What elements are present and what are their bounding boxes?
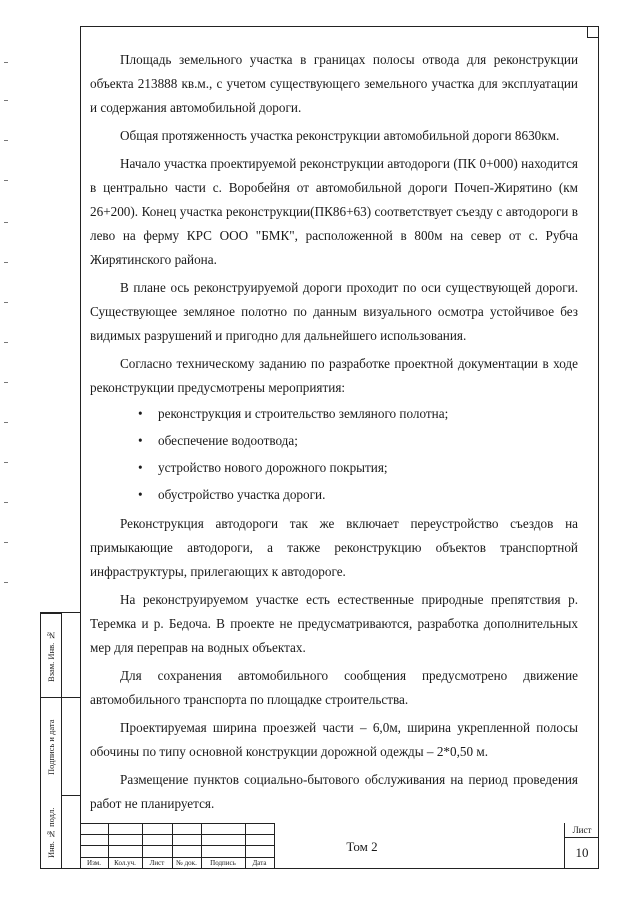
paragraph: Согласно техническому заданию по разработке проектной документации в ходе реконструкции предусмотрены мероприятия: (90, 356, 578, 395)
volume-label: Том 2 (346, 839, 378, 854)
sheet-number: 10 (575, 845, 589, 860)
edge-mark (4, 302, 8, 303)
sheet-label: Лист (565, 823, 599, 838)
edge-mark (4, 222, 8, 223)
edge-mark (4, 502, 8, 503)
edge-mark (4, 462, 8, 463)
edge-mark (4, 542, 8, 543)
edge-mark (4, 262, 8, 263)
list-item: • обустройство участка дороги. (138, 481, 578, 508)
paragraph: Начало участка проектируемой реконструкции автодороги (ПК 0+000) находится в центрально части с. Воробейня от автомобильной дороги Почеп-Жирятино (км 26+200). Конец участка реконструкции(ПК86+63) соответствует съезду с автодороги в лево на ферму КРС ООО "БМК", расположенной в 800м на север от с. Рубча Жирятинского района. (90, 156, 578, 267)
side-value-column (61, 613, 81, 868)
edge-mark (4, 100, 8, 101)
edge-mark (4, 62, 8, 63)
stamp-header: Лист (149, 859, 165, 867)
document-body (90, 48, 578, 816)
paragraph: Размещение пунктов социально-бытового обслуживания на период проведения работ не планируется. (90, 772, 578, 811)
corner-box (587, 26, 599, 38)
side-label-replacement: Взам. Инв. № (41, 613, 61, 698)
edge-mark (4, 180, 8, 181)
stamp-header: Подпись (210, 859, 236, 867)
edge-mark (4, 422, 8, 423)
edge-mark (4, 342, 8, 343)
sheet-cell (564, 823, 599, 869)
edge-mark (4, 582, 8, 583)
paragraph: Площадь земельного участка в границах полосы отвода для реконструкции объекта 213888 кв.м., с учетом существующего земельного участка для эксплуатации и содержания автомобильной дороги. (90, 52, 578, 115)
stamp-header: № док. (176, 859, 197, 867)
stamp-header: Изм. (87, 859, 101, 867)
paragraph: В плане ось реконструируемой дороги проходит по оси существующей дороги. Существующее земляное полотно по данным визуального осмотра устойчивое без видимых разрушений и пригодно для дальнейшего использования. (90, 280, 578, 343)
stamp-header: Кол.уч. (114, 859, 136, 867)
paragraph: Реконструкция автодороги так же включает переустройство съездов на примыкающие автодороги, а также реконструкцию объектов транспортной инфраструктуры, прилегающих к автодороге. (90, 516, 578, 579)
side-label-column (41, 613, 62, 868)
list-item: • устройство нового дорожного покрытия; (138, 454, 578, 481)
paragraph: Проектируемая ширина проезжей части – 6,0м, ширина укрепленной полосы обочины по типу основной конструкции дорожной одежды – 2*0,50 м. (90, 720, 578, 759)
side-label-inventory: Инв. № подл. (46, 807, 56, 858)
edge-mark (4, 140, 8, 141)
side-stamp (40, 612, 80, 869)
measures-list (90, 400, 578, 508)
paragraph: Для сохранения автомобильного сообщения предусмотрено движение автомобильного транспорта по площадке строительства. (90, 668, 578, 707)
edge-mark (4, 382, 8, 383)
list-item: • обеспечение водоотвода; (138, 427, 578, 454)
paragraph: На реконструируемом участке есть естественные природные препятствия р. Теремка и р. Бедоча. В проекте не предусматриваются, разработка дополнительных мер для переправ на водных объектах. (90, 592, 578, 655)
side-label-signature: Подпись и дата (41, 697, 61, 796)
paragraph: Общая протяженность участка реконструкции автомобильной дороги 8630км. (120, 128, 560, 143)
list-item: • реконструкция и строительство земляного полотна; (138, 400, 578, 427)
stamp-header: Дата (252, 859, 267, 867)
